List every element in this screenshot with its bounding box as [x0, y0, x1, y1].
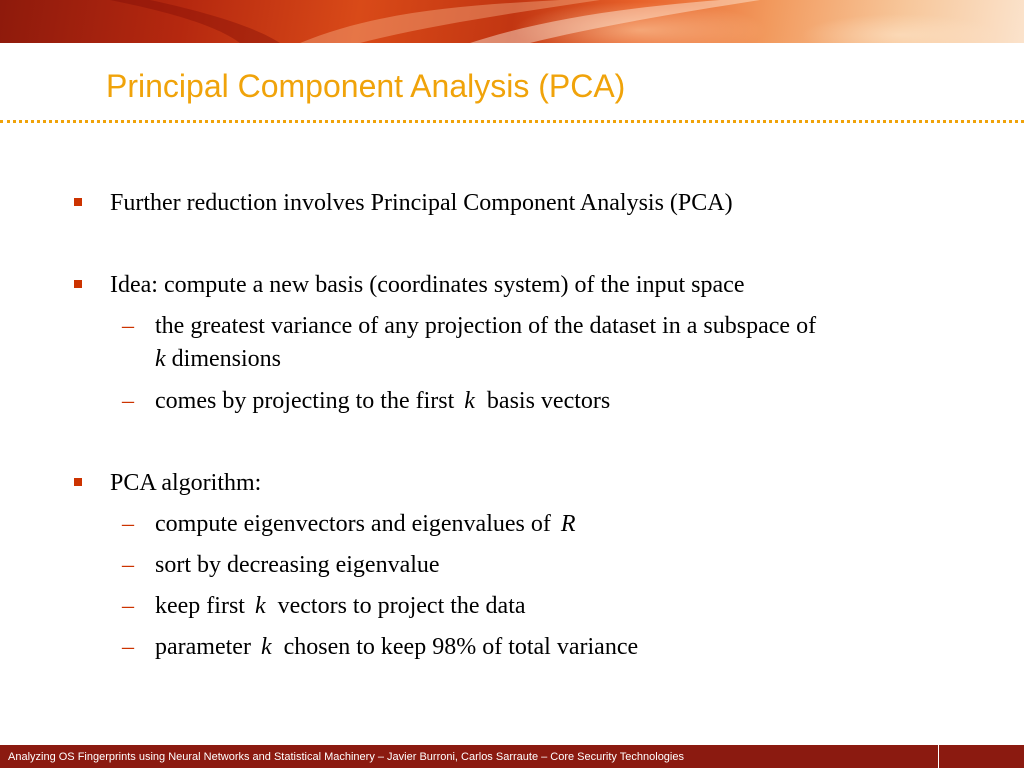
variable-k: k [254, 593, 266, 619]
sub-bullet-text: vectors to project the data [271, 593, 526, 619]
sub-bullet-text: dimensions [165, 346, 281, 372]
sub-bullet-text: chosen to keep 98% of total variance [277, 634, 639, 660]
sub-bullet-text: comes by projecting to the first [155, 388, 461, 414]
sub-bullet-dash: – [122, 313, 134, 339]
sub-bullet-text: compute eigenvectors and eigenvalues of [155, 511, 557, 537]
sub-bullet-item: the greatest variance of any projection of the dataset in a subspace of [155, 313, 817, 339]
variable-r: R [560, 511, 576, 537]
bullet-marker [74, 280, 82, 288]
sub-bullet-text: parameter [155, 634, 257, 660]
slide-title: Principal Component Analysis (PCA) [106, 68, 626, 104]
sub-bullet-item [155, 631, 638, 663]
sub-bullet-item [155, 508, 576, 540]
sub-bullet-item [155, 385, 610, 417]
sub-bullet-item [155, 590, 526, 622]
sub-bullet-text: basis vectors [480, 388, 611, 414]
sub-bullet-dash: – [122, 388, 134, 414]
sub-bullet-dash: – [122, 552, 134, 578]
sub-bullet-dash: – [122, 593, 134, 619]
bullet-marker [74, 478, 82, 486]
bullet-item: Idea: compute a new basis (coordinates system) of the input space [110, 272, 745, 298]
footer-text: Analyzing OS Fingerprints using Neural Networks and Statistical Machinery – Javier Burroni, Carlos Sarraute – Core Security Technologies [8, 751, 684, 763]
bullet-item: Further reduction involves Principal Component Analysis (PCA) [110, 190, 733, 216]
bullet-item: PCA algorithm: [110, 470, 262, 496]
sub-bullet-item: sort by decreasing eigenvalue [155, 552, 440, 578]
footer-bar [0, 745, 1024, 768]
bullet-marker [74, 198, 82, 206]
sub-bullet-dash: – [122, 634, 134, 660]
variable-k: k [464, 388, 475, 414]
footer-divider [938, 745, 939, 768]
sub-bullet-item-continuation [155, 343, 281, 375]
variable-k: k [155, 346, 166, 372]
variable-k: k [260, 634, 272, 660]
sub-bullet-dash: – [122, 511, 134, 537]
sub-bullet-text: keep first [155, 593, 251, 619]
